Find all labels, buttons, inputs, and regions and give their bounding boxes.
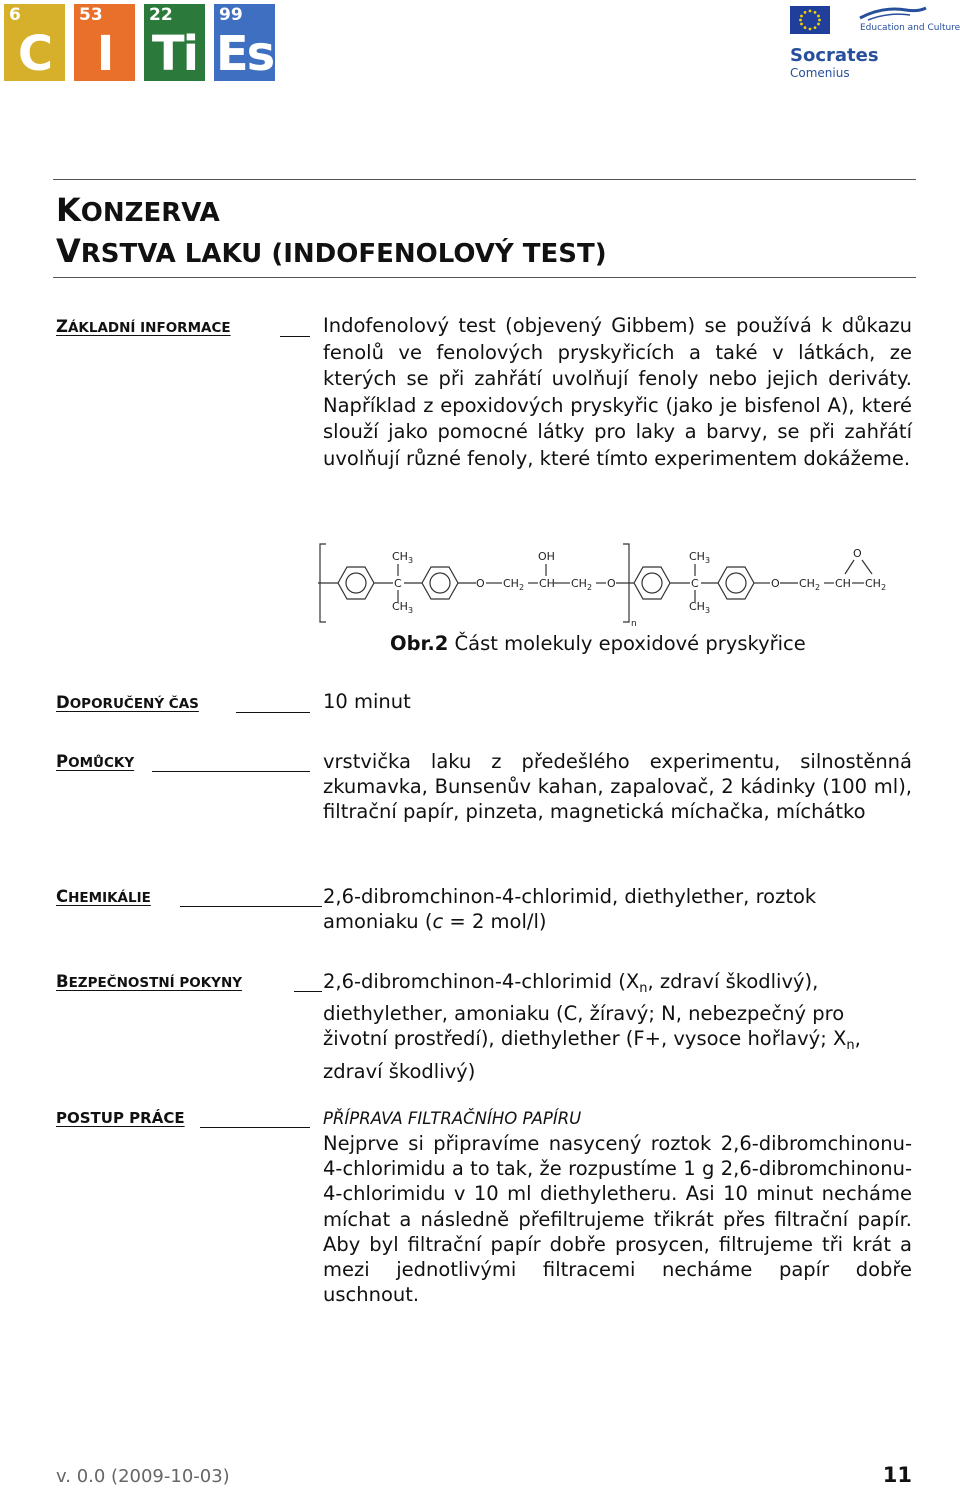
figure-number: Obr.2	[390, 632, 449, 655]
title-bottom-rule	[53, 277, 916, 278]
logo-tile-einsteinium	[214, 4, 275, 81]
ch-label: CH	[835, 577, 851, 590]
svg-text:CH3	[689, 550, 710, 565]
label-underline	[152, 771, 310, 772]
section-label-chemicals	[56, 886, 151, 909]
ch2-label: CH	[865, 577, 881, 590]
chemicals-text	[323, 884, 912, 934]
page-title-line2	[56, 231, 607, 274]
label-underline	[236, 712, 310, 713]
ch3-label: CH	[689, 600, 705, 613]
label-initial: P	[56, 752, 69, 771]
ch2-label: CH	[503, 577, 519, 590]
title-rest: RSTVA LAKU (INDOFENOLOVÝ TEST)	[80, 239, 607, 269]
label-rest: OPORUČENÝ ČAS	[69, 696, 199, 712]
eu-flag-icon	[790, 6, 830, 34]
safety-text-b: , zdraví škodlivý), diethylether, amoniaku (C, žíravý; N, nebezpečný pro životní prostředí), diethylether (F+, vysoce hořlavý; X	[323, 970, 847, 1051]
label-initial: D	[56, 693, 70, 712]
label-underline	[180, 906, 322, 907]
label-rest: ÁKLADNÍ INFORMACE	[67, 320, 231, 336]
tile-number: 53	[79, 5, 103, 25]
svg-text:CH2	[503, 577, 524, 592]
logo-tile-iodine	[74, 4, 135, 81]
tile-number: 22	[149, 5, 173, 25]
subscript-3: 3	[704, 606, 711, 615]
title-rest: ONZERVA	[80, 198, 220, 228]
tile-number: 99	[219, 5, 243, 25]
ch3-label: CH	[689, 550, 705, 563]
label-rest: HEMIKÁLIE	[68, 890, 151, 906]
concentration-symbol: c	[432, 910, 444, 934]
tile-symbol: I	[96, 26, 113, 82]
label-underline	[280, 336, 310, 337]
carbon-label: C	[394, 577, 402, 590]
section-label-basic	[56, 316, 231, 339]
oxygen-label: O	[476, 577, 485, 590]
logo-tile-titanium	[144, 4, 205, 81]
subscript-2: 2	[814, 583, 821, 592]
procedure-subheading: PŘÍPRAVA FILTRAČNÍHO PAPÍRU	[323, 1109, 582, 1128]
section-label-tools	[56, 751, 134, 774]
section-label-time	[56, 692, 199, 715]
tile-symbol: C	[17, 26, 52, 82]
carbon-label: C	[691, 577, 699, 590]
safety-subscript: n	[846, 1038, 855, 1054]
ch2-label: CH	[571, 577, 587, 590]
label-text: POSTUP PRÁCE	[56, 1109, 185, 1127]
page-number: 11	[882, 1463, 912, 1487]
label-initial: B	[56, 972, 69, 991]
title-initial: V	[56, 232, 81, 270]
label-initial: C	[56, 887, 69, 906]
label-rest: EZPEČNOSTNÍ POKYNY	[68, 975, 243, 991]
label-rest: OMŮCKY	[68, 755, 135, 771]
safety-text	[323, 969, 912, 1084]
ch3-label: CH	[392, 550, 408, 563]
oh-label: OH	[538, 550, 555, 563]
eu-caption: Education and Culture	[860, 23, 960, 33]
procedure-block	[323, 1106, 912, 1307]
label-initial: Z	[56, 317, 68, 336]
time-text: 10 minut	[323, 690, 411, 713]
oxygen-label: O	[771, 577, 780, 590]
svg-text:CH2	[865, 577, 886, 592]
ch3-label: CH	[392, 600, 408, 613]
basic-info-text: Indofenolový test (objevený Gibbem) se používá k důkazu fenolů ve fenolových pryskyřicích a také v látkách, ze kterých se při zahřátí uvolňují fenoly nebo jejich deriváty. Například z epoxidových pryskyřic (jako je bisfenol A), které slouží jako pomocné látky pro laky a barvy, se při zahřátí uvolňují různé fenoly, které tímto experimentem dokážeme.	[323, 314, 912, 470]
svg-text:CH2	[571, 577, 592, 592]
logo-tile-carbon	[4, 4, 65, 81]
program-name: Socrates	[790, 45, 879, 66]
program-sub: Comenius	[790, 66, 850, 80]
ch-label: CH	[539, 577, 555, 590]
ch2-label: CH	[799, 577, 815, 590]
tile-symbol: Ti	[151, 26, 198, 82]
chemicals-text-b: = 2 mol/l)	[443, 910, 547, 934]
procedure-text: Nejprve si připravíme nasycený roztok 2,6-dibromchinonu-4-chlorimidu a to tak, že rozpustíme 1 g 2,6-dibromchinonu-4-chlorimidu v 10 ml diethyletheru. Asi 10 minut necháme míchat a následně přefiltrujeme třikrát přes filtrační papír. Aby byl filtrační papír dobře prosycen, filtrujeme tři krát a mezi jednotlivými filtracemi necháme papír dobře uschnout.	[323, 1132, 912, 1307]
title-top-rule	[53, 179, 916, 180]
epoxy-resin-structure	[316, 538, 896, 630]
oxygen-label: O	[607, 577, 616, 590]
subscript-2: 2	[518, 583, 525, 592]
figure-caption-text: Část molekuly epoxidové pryskyřice	[448, 632, 806, 655]
title-initial: K	[56, 191, 81, 229]
page-title-line1	[56, 190, 220, 233]
label-underline	[200, 1127, 310, 1128]
oxygen-label: O	[853, 547, 862, 560]
tile-number: 6	[9, 5, 21, 25]
subscript-2: 2	[880, 583, 887, 592]
chemicals-text-a: 2,6-dibromchinon-4-chlorimid, diethylether, roztok amoniaku (	[323, 885, 817, 934]
safety-subscript: n	[639, 981, 648, 996]
svg-text:CH3	[392, 550, 413, 565]
safety-text-c: , zdraví škodlivý)	[323, 1027, 861, 1083]
subscript-3: 3	[407, 606, 414, 615]
svg-text:CH3	[689, 600, 710, 615]
tile-symbol: Es	[215, 26, 274, 82]
section-label-safety	[56, 971, 242, 994]
repeat-n-label: n	[631, 619, 637, 629]
version-label: v. 0.0 (2009-10-03)	[56, 1466, 230, 1487]
subscript-3: 3	[407, 556, 414, 565]
tools-text: vrstvička laku z předešlého experimentu, silnostěnná zkumavka, Bunsenův kahan, zapalovač, 2 kádinky (100 ml), filtrační papír, pinzeta, magnetická míchačka, míchátko	[323, 750, 912, 824]
safety-text-a: 2,6-dibromchinon-4-chlorimid (X	[323, 970, 640, 993]
figure-caption	[390, 631, 806, 657]
label-underline	[294, 991, 322, 992]
subscript-2: 2	[586, 583, 593, 592]
section-label-procedure	[56, 1107, 185, 1129]
swoosh-icon	[858, 4, 928, 22]
svg-text:CH3	[392, 600, 413, 615]
svg-text:CH2	[799, 577, 820, 592]
subscript-3: 3	[704, 556, 711, 565]
